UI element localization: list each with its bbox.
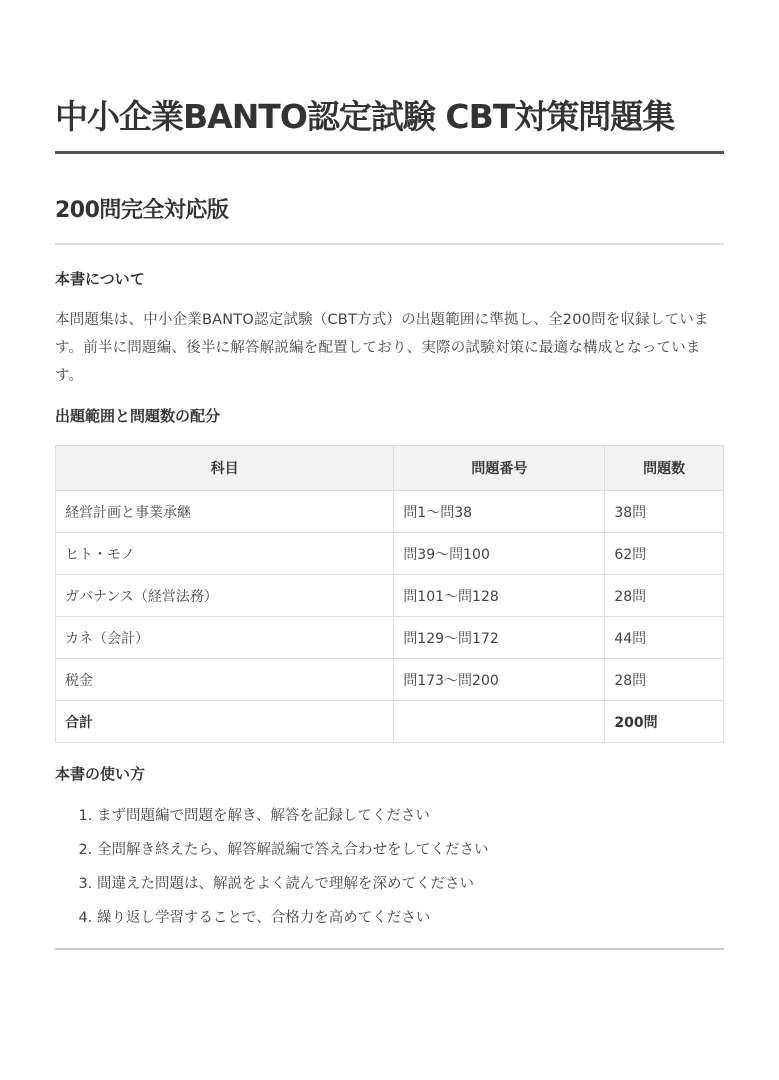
range-cell: 問173〜問200 [394, 659, 605, 701]
subject-cell: 経営計画と事業承継 [56, 491, 394, 533]
subject-cell: ガバナンス（経営法務） [56, 575, 394, 617]
list-item: 3. 間違えた問題は、解説をよく読んで理解を深めてください [97, 867, 724, 901]
table-row [56, 575, 724, 617]
range-cell: 問101〜問128 [394, 575, 605, 617]
page-subtitle: 200問完全対応版 [55, 198, 229, 223]
usage-steps-list [55, 799, 724, 935]
subject-cell: ヒト・モノ [56, 533, 394, 575]
distribution-heading: 出題範囲と問題数の配分 [55, 407, 221, 425]
column-header-subject: 科目 [56, 446, 394, 491]
document-page [55, 0, 724, 950]
column-header-range: 問題番号 [394, 446, 605, 491]
table-row [56, 533, 724, 575]
range-cell: 問129〜問172 [394, 617, 605, 659]
count-cell: 28問 [605, 575, 724, 617]
table-row [56, 659, 724, 701]
table-row [56, 617, 724, 659]
total-count-cell: 200問 [605, 701, 724, 743]
column-header-count: 問題数 [605, 446, 724, 491]
count-cell: 44問 [605, 617, 724, 659]
range-cell: 問1〜問38 [394, 491, 605, 533]
about-heading: 本書について [55, 270, 145, 288]
count-cell: 28問 [605, 659, 724, 701]
subtitle-divider [55, 243, 724, 245]
about-paragraph: 本問題集は、中小企業BANTO認定試験（CBT方式）の出題範囲に準拠し、全200問を収録しています。前半に問題編、後半に解答解説編を配置しており、実際の試験対策に最適な構成となっています。 [55, 312, 709, 384]
title-divider [55, 151, 724, 154]
table-header-row [56, 446, 724, 491]
page-title: 中小企業BANTO認定試験 CBT対策問題集 [55, 97, 675, 136]
count-cell: 38問 [605, 491, 724, 533]
subject-cell: 税金 [56, 659, 394, 701]
subject-cell: カネ（会計） [56, 617, 394, 659]
distribution-table [55, 445, 724, 743]
list-item: 4. 繰り返し学習することで、合格力を高めてください [97, 901, 724, 935]
bottom-divider [55, 948, 724, 950]
list-item: 1. まず問題編で問題を解き、解答を記録してください [97, 799, 724, 833]
list-item: 2. 全問解き終えたら、解答解説編で答え合わせをしてください [97, 833, 724, 867]
table-total-row [56, 701, 724, 743]
usage-heading: 本書の使い方 [55, 765, 146, 783]
table-row [56, 491, 724, 533]
range-cell: 問39〜問100 [394, 533, 605, 575]
total-range-cell [394, 701, 605, 743]
total-label-cell: 合計 [56, 701, 394, 743]
count-cell: 62問 [605, 533, 724, 575]
